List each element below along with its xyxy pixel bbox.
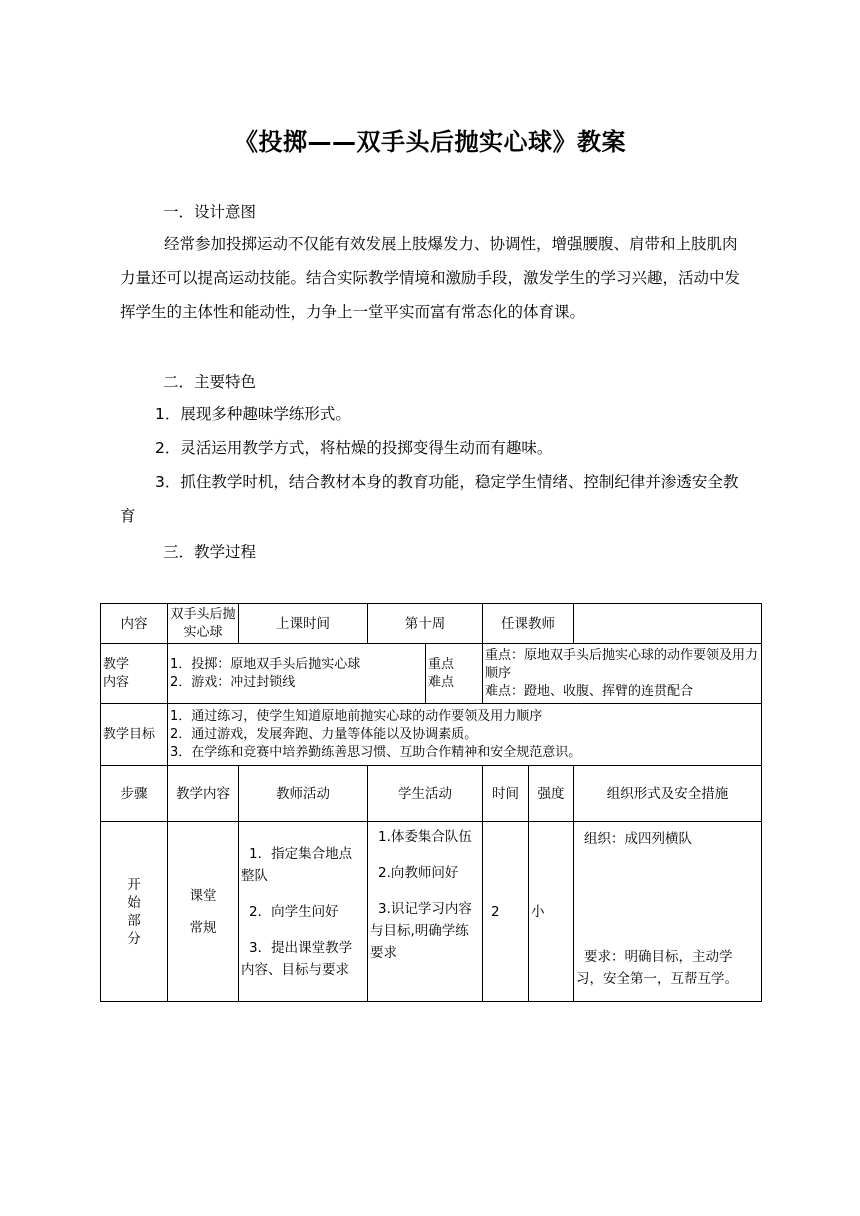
difficulty-text: 难点：蹬地、收腹、挥臂的连贯配合: [485, 683, 694, 699]
class-time-value-cell: 第十周: [368, 604, 483, 644]
time-cell: 2: [483, 822, 529, 1002]
design-intent-paragraph: 经常参加投掷运动不仅能有效发展上肢爆发力、协调性，增强腰腹、肩带和上肢肌肉力量还可以提高运动技能。结合实际教学情境和激励手段，激发学生的学习兴趣，活动中发挥学生的主体性和能动性，力争上一堂平实而富有常态化的体育课。: [120, 235, 741, 321]
feature-item-1: 1．展现多种趣味学练形式。: [155, 405, 351, 423]
header-intensity: 强度: [529, 766, 574, 822]
section-heading-design: 一．设计意图: [163, 203, 257, 221]
table-row-teaching-content: [101, 644, 762, 704]
organization-cell: [574, 822, 762, 1002]
teacher-value-cell: [574, 604, 762, 644]
content-routine-cell: [168, 822, 239, 1002]
section-heading-process: 三．教学过程: [163, 543, 257, 561]
content-value-cell: 双手头后抛实心球: [168, 604, 239, 644]
teaching-goals-cell: [168, 704, 762, 766]
teacher-activity-3: 3．提出课堂教学内容、目标与要求: [241, 939, 353, 978]
routine-text-2: 常规: [189, 919, 217, 936]
requirement-text: 要求：明确目标，主动学习，安全第一，互帮互学。: [576, 949, 738, 987]
key-difficulty-label-cell: 重点 难点: [426, 644, 483, 704]
student-activity-2: 2.向教师问好: [378, 865, 459, 881]
teaching-goals-label-cell: 教学目标: [101, 704, 168, 766]
teacher-activity-2: 2．向学生问好: [249, 903, 339, 920]
header-teacher-activity: 教师活动: [239, 766, 368, 822]
goal-item-1: 1．通过练习，使学生知道原地前抛实心球的动作要领及用力顺序: [170, 708, 543, 724]
key-difficulty-cell: [483, 644, 762, 704]
routine-text-1: 课堂: [189, 887, 217, 904]
teacher-label-cell: 任课教师: [483, 604, 574, 644]
feature-item-3: 3．抓住教学时机，结合教材本身的教育功能，稳定学生情绪、控制纪律并渗透安全教育: [120, 473, 739, 525]
teaching-content-items-cell: 1．投掷：原地双手头后抛实心球 2．游戏：冲过封锁线: [168, 644, 426, 704]
step-opening-cell: 开 始 部 分: [101, 822, 168, 1002]
teaching-content-label-cell: 教学 内容: [101, 644, 168, 704]
table-row-teaching-goals: [101, 704, 762, 766]
teacher-activity-cell: [239, 822, 368, 1002]
class-time-label-cell: 上课时间: [239, 604, 368, 644]
section-heading-features: 二．主要特色: [163, 373, 257, 391]
goal-item-2: 2．通过游戏，发展奔跑、力量等体能以及协调素质。: [170, 726, 478, 742]
table-row-header-info: [101, 604, 762, 644]
header-time: 时间: [483, 766, 529, 822]
header-teaching-content: 教学内容: [168, 766, 239, 822]
header-organization-safety: 组织形式及安全措施: [574, 766, 762, 822]
header-student-activity: 学生活动: [368, 766, 483, 822]
lesson-plan-table: [100, 603, 762, 1002]
intensity-cell: 小: [529, 822, 574, 1002]
content-label-cell: 内容: [101, 604, 168, 644]
table-row-opening-part: [101, 822, 762, 1002]
document-title: 《投掷——双手头后抛实心球》教案: [234, 128, 626, 156]
header-step: 步骤: [101, 766, 168, 822]
feature-item-2: 2．灵活运用教学方式，将枯燥的投掷变得生动而有趣味。: [155, 439, 553, 457]
key-point-text: 重点：原地双手头后抛实心球的动作要领及用力顺序: [485, 647, 759, 681]
student-activity-cell: [368, 822, 483, 1002]
organization-text: 组织：成四列横队: [584, 831, 692, 847]
goal-item-3: 3．在学练和竞赛中培养勤练善思习惯、互助合作精神和安全规范意识。: [170, 744, 582, 760]
student-activity-1: 1.体委集合队伍: [378, 829, 472, 845]
teacher-activity-1: 1．指定集合地点整队: [241, 845, 353, 884]
table-row-column-headers: [101, 766, 762, 822]
student-activity-3: 3.识记学习内容与目标,明确学练要求: [370, 901, 472, 961]
